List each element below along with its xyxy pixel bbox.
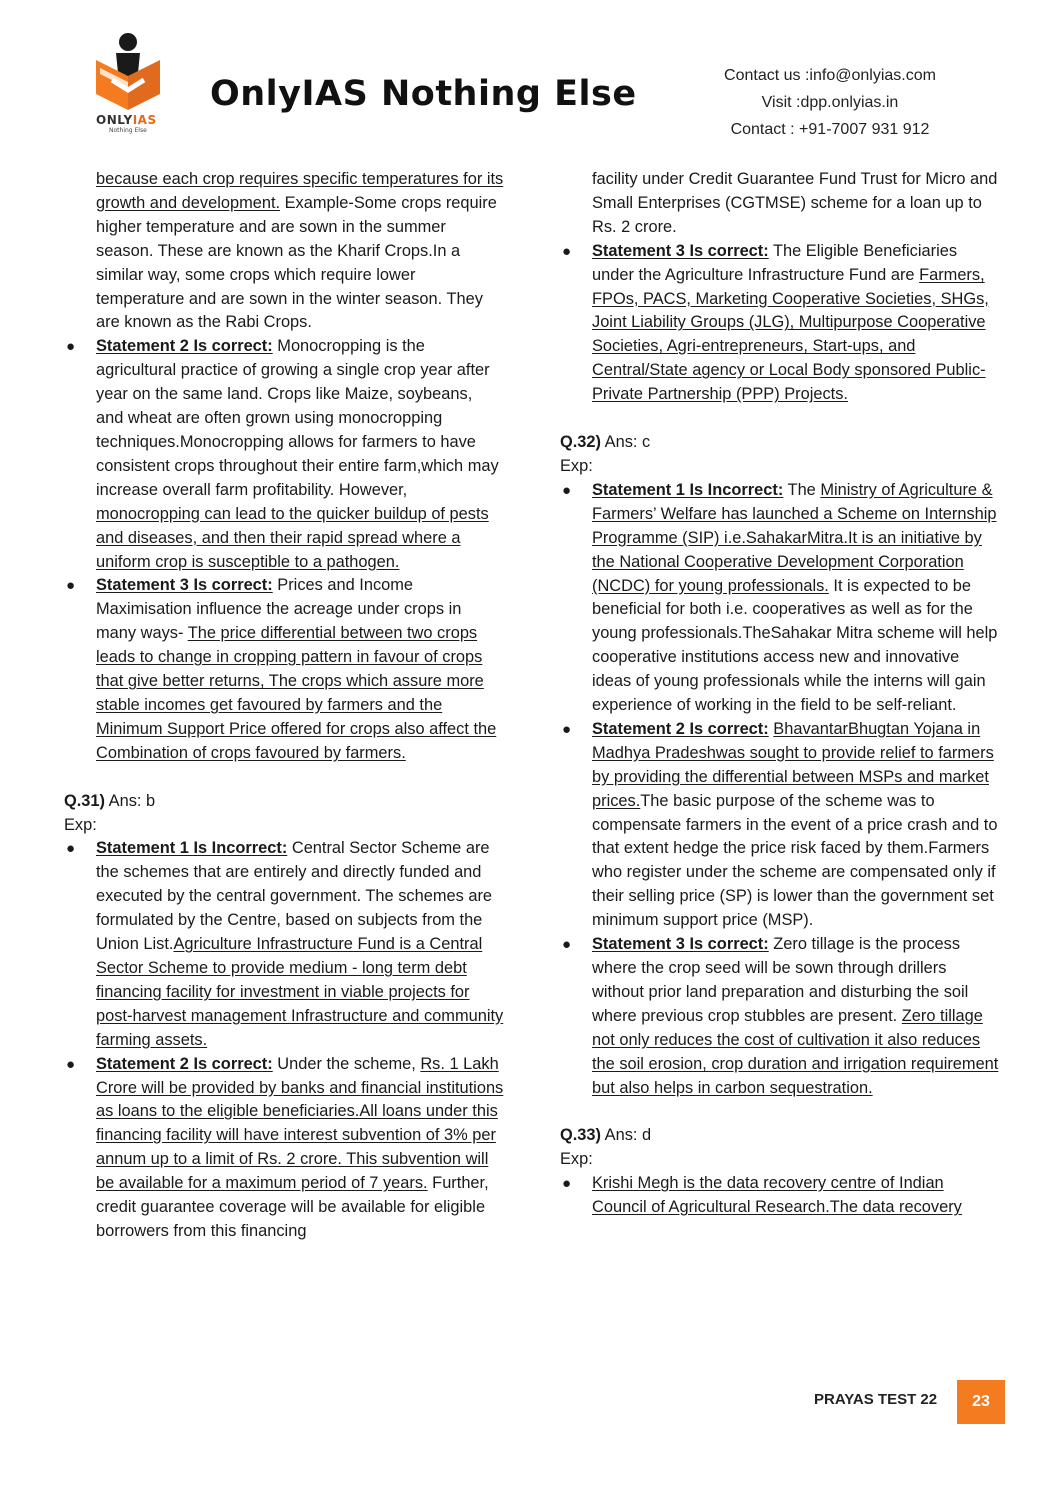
- bullet-icon: ●: [66, 338, 76, 356]
- continued-paragraph: facility under Credit Guarantee Fund Trust for Micro and Small Enterprises (CGTMSE) scheme for a loan up to Rs. 2 crore.: [592, 170, 998, 236]
- question-heading: Q.31) Ans: b: [64, 791, 156, 810]
- statement-item: ● Statement 2 Is correct: Under the scheme, Rs. 1 Lakh Crore will be provided by banks and financial institutions as loans to the eligible beneficiaries.All loans under this financing facility will have interest subvention of 3% per annum up to a limit of Rs. 2 crore. This subvention will be available for a maximum period of 7 years. Further, credit guarantee coverage will be available for eligible borrowers from this financing: [66, 1054, 504, 1240]
- test-name: PRAYAS TEST 22: [814, 1391, 938, 1408]
- left-column: [64, 168, 504, 1244]
- contact-website: Visit :dpp.onlyias.in: [761, 94, 899, 111]
- bullet-icon: ●: [562, 720, 572, 738]
- statement-label: Statement 2 Is correct:: [96, 1054, 273, 1073]
- statement-item: ● Statement 1 Is Incorrect: The Ministry of Agriculture & Farmers’ Welfare has launched a Scheme on Internship Programme (SIP) i.e.SahakarMitra.It is an initiative by the National Cooperative Development Corporation (NCDC) for young professionals. It is expected to be beneficial for both i.e. cooperatives as well as for the young professionals.TheSahakar Mitra scheme will help cooperative institutions access new and innovative ideas of young professionals while the interns will gain experience of working in the field to be self-reliant.: [562, 480, 998, 715]
- statement-label: Statement 3 Is correct:: [592, 935, 769, 954]
- statement-label: Statement 2 Is correct:: [592, 719, 769, 738]
- statement-item: ● Statement 3 Is correct: The Eligible Beneficiaries under the Agriculture Infrastructure Fund are Farmers, FPOs, PACS, Marketing Cooperative Societies, SHGs, Joint Liability Groups (JLG), Multipurpose Cooperative Societies, Agri-entrepreneurs, Start-ups, and Central/State agency or Local Body sponsored Public-Private Partnership (PPP) Projects.: [562, 241, 989, 404]
- logo-subtitle: Nothing Else: [109, 127, 147, 134]
- statement-item: ● Statement 2 Is correct: Monocropping is the agricultural practice of growing a single crop year after year on the same land. Crops like Maize, soybeans, and wheat are often grown using monocropping techniques.Monocropping allows for farmers to have consistent crops throughout their entire farm,which may increase overall farm profitability. However, monocropping can lead to the quicker buildup of pests and diseases, and then their rapid spread where a uniform crop is susceptible to a pathogen.: [66, 337, 499, 571]
- statement-item: ● Statement 3 Is correct: Zero tillage is the process where the crop seed will be sown through drillers without prior land preparation and disturbing the soil where previous crop stubbles are present. Zero tillage not only reduces the cost of cultivation it also reduces the soil erosion, crop duration and irrigation requirement but also helps in carbon sequestration.: [562, 935, 999, 1097]
- statement-item: ● Statement 2 Is correct: BhavantarBhugtan Yojana in Madhya Pradeshwas sought to provide relief to farmers by providing the differential between MSPs and market prices.The basic purpose of the scheme was to compensate farmers in the event of a price crash and to that extent hedge the price risk faced by them.Farmers who register under the scheme are compensated only if their selling price (SP) is lower than the government set minimum support price (MSP).: [562, 719, 998, 930]
- page-number: 23: [957, 1380, 1005, 1424]
- question-heading: Q.33) Ans: d: [560, 1126, 652, 1145]
- bullet-icon: ●: [66, 577, 76, 595]
- bullet-icon: ●: [562, 242, 572, 260]
- contact-phone: Contact : +91-7007 931 912: [730, 121, 930, 138]
- continued-paragraph: because each crop requires specific temperatures for its growth and development. Example-Some crops require higher temperature and are sown in the summer season. These are known as the Kharif Crops.In a similar way, some crops which require lower temperature and are sown in the winter season. They are known as the Rabi Crops.: [96, 170, 504, 332]
- statement-label: Statement 3 Is correct:: [96, 576, 273, 595]
- page-header: [0, 0, 1058, 145]
- bullet-icon: ●: [562, 481, 572, 499]
- right-column: [560, 168, 1000, 1220]
- bullet-icon: ●: [66, 1055, 76, 1073]
- statement-item: ● Statement 3 Is correct: Prices and Income Maximisation influence the acreage under crops in many ways- The price differential between two crops leads to change in cropping pattern in favour of crops that give better returns, The crops which assure more stable incomes get favoured by farmers and the Minimum Support Price offered for crops also affect the Combination of crops favoured by farmers.: [66, 576, 497, 762]
- contact-email: Contact us :info@onlyias.com: [724, 67, 936, 84]
- statement-item: ● Krishi Megh is the data recovery centre of Indian Council of Agricultural Research.The data recovery: [562, 1174, 962, 1217]
- contact-block: [690, 62, 970, 143]
- bullet-icon: ●: [66, 840, 76, 858]
- explanation-label: Exp:: [560, 456, 593, 475]
- explanation-label: Exp:: [560, 1150, 593, 1169]
- statement-item: ● Statement 1 Is Incorrect: Central Sector Scheme are the schemes that are entirely and directly funded and executed by the central government. The schemes are formulated by the Centre, based on subjects from the Union List.Agriculture Infrastructure Fund is a Central Sector Scheme to provide medium - long term debt financing facility for investment in viable projects for post-harvest management Infrastructure and community farming assets.: [66, 839, 504, 1049]
- bullet-icon: ●: [562, 936, 572, 954]
- statement-label: Statement 2 Is correct:: [96, 337, 273, 356]
- question-heading: Q.32) Ans: c: [560, 433, 651, 452]
- brand-title: OnlyIAS Nothing Else: [210, 74, 637, 114]
- statement-label: Statement 1 Is Incorrect:: [96, 839, 288, 858]
- explanation-label: Exp:: [64, 815, 97, 834]
- bullet-icon: ●: [562, 1175, 572, 1193]
- logo-wordmark: ONLYIAS: [96, 113, 157, 127]
- statement-label: Statement 3 Is correct:: [592, 241, 769, 260]
- statement-label: Statement 1 Is Incorrect:: [592, 480, 784, 499]
